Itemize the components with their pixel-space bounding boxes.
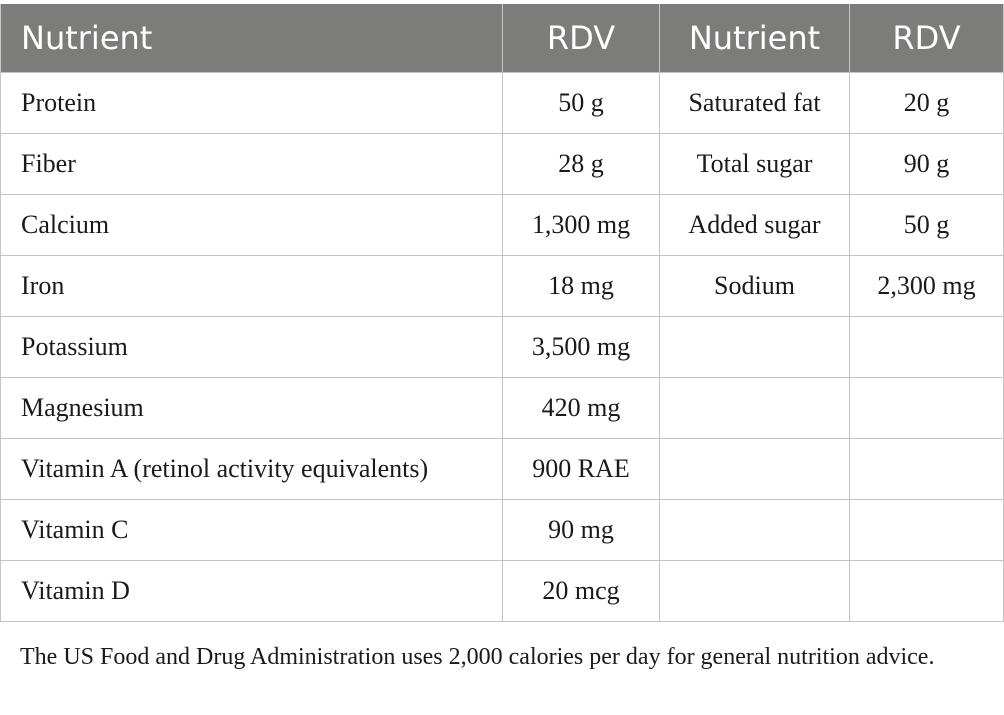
rdv-table [0, 4, 1004, 622]
rdv-cell-2: 90 g [850, 134, 1004, 195]
table-body [1, 73, 1004, 622]
rdv-cell: 18 mg [503, 256, 660, 317]
rdv-cell-2 [850, 378, 1004, 439]
rdv-cell: 900 RAE [503, 439, 660, 500]
nutrient-cell: Protein [1, 73, 503, 134]
rdv-cell-2 [850, 317, 1004, 378]
nutrient-cell-2 [660, 317, 850, 378]
header-row [1, 4, 1004, 73]
rdv-cell: 20 mcg [503, 561, 660, 622]
table-row [1, 256, 1004, 317]
rdv-cell: 50 g [503, 73, 660, 134]
table-row [1, 134, 1004, 195]
rdv-cell-2: 50 g [850, 195, 1004, 256]
header-nutrient-2: Nutrient [660, 4, 850, 73]
nutrient-cell-2 [660, 378, 850, 439]
table-footnote: The US Food and Drug Administration uses 2,000 calories per day for general nutrition advice. [20, 644, 935, 670]
nutrient-cell: Vitamin C [1, 500, 503, 561]
rdv-cell-2: 20 g [850, 73, 1004, 134]
nutrient-cell: Potassium [1, 317, 503, 378]
rdv-cell-2: 2,300 mg [850, 256, 1004, 317]
table-row [1, 378, 1004, 439]
rdv-cell-2 [850, 439, 1004, 500]
table-row [1, 500, 1004, 561]
rdv-cell: 90 mg [503, 500, 660, 561]
rdv-cell: 1,300 mg [503, 195, 660, 256]
header-nutrient: Nutrient [1, 4, 503, 73]
nutrient-cell: Vitamin A (retinol activity equivalents) [1, 439, 503, 500]
table-row [1, 317, 1004, 378]
nutrient-cell-2 [660, 500, 850, 561]
nutrient-cell-2: Added sugar [660, 195, 850, 256]
rdv-cell-2 [850, 500, 1004, 561]
nutrient-cell: Fiber [1, 134, 503, 195]
header-rdv: RDV [503, 4, 660, 73]
rdv-cell-2 [850, 561, 1004, 622]
table-row [1, 561, 1004, 622]
nutrient-cell-2 [660, 561, 850, 622]
nutrient-cell: Calcium [1, 195, 503, 256]
nutrient-cell-2: Saturated fat [660, 73, 850, 134]
header-rdv-2: RDV [850, 4, 1004, 73]
nutrient-cell-2: Sodium [660, 256, 850, 317]
nutrient-cell-2 [660, 439, 850, 500]
nutrient-cell: Vitamin D [1, 561, 503, 622]
table-row [1, 73, 1004, 134]
nutrient-cell: Magnesium [1, 378, 503, 439]
rdv-cell: 3,500 mg [503, 317, 660, 378]
table-row [1, 195, 1004, 256]
nutrient-cell-2: Total sugar [660, 134, 850, 195]
rdv-cell: 420 mg [503, 378, 660, 439]
table-header [1, 4, 1004, 73]
nutrient-cell: Iron [1, 256, 503, 317]
rdv-cell: 28 g [503, 134, 660, 195]
table-row [1, 439, 1004, 500]
